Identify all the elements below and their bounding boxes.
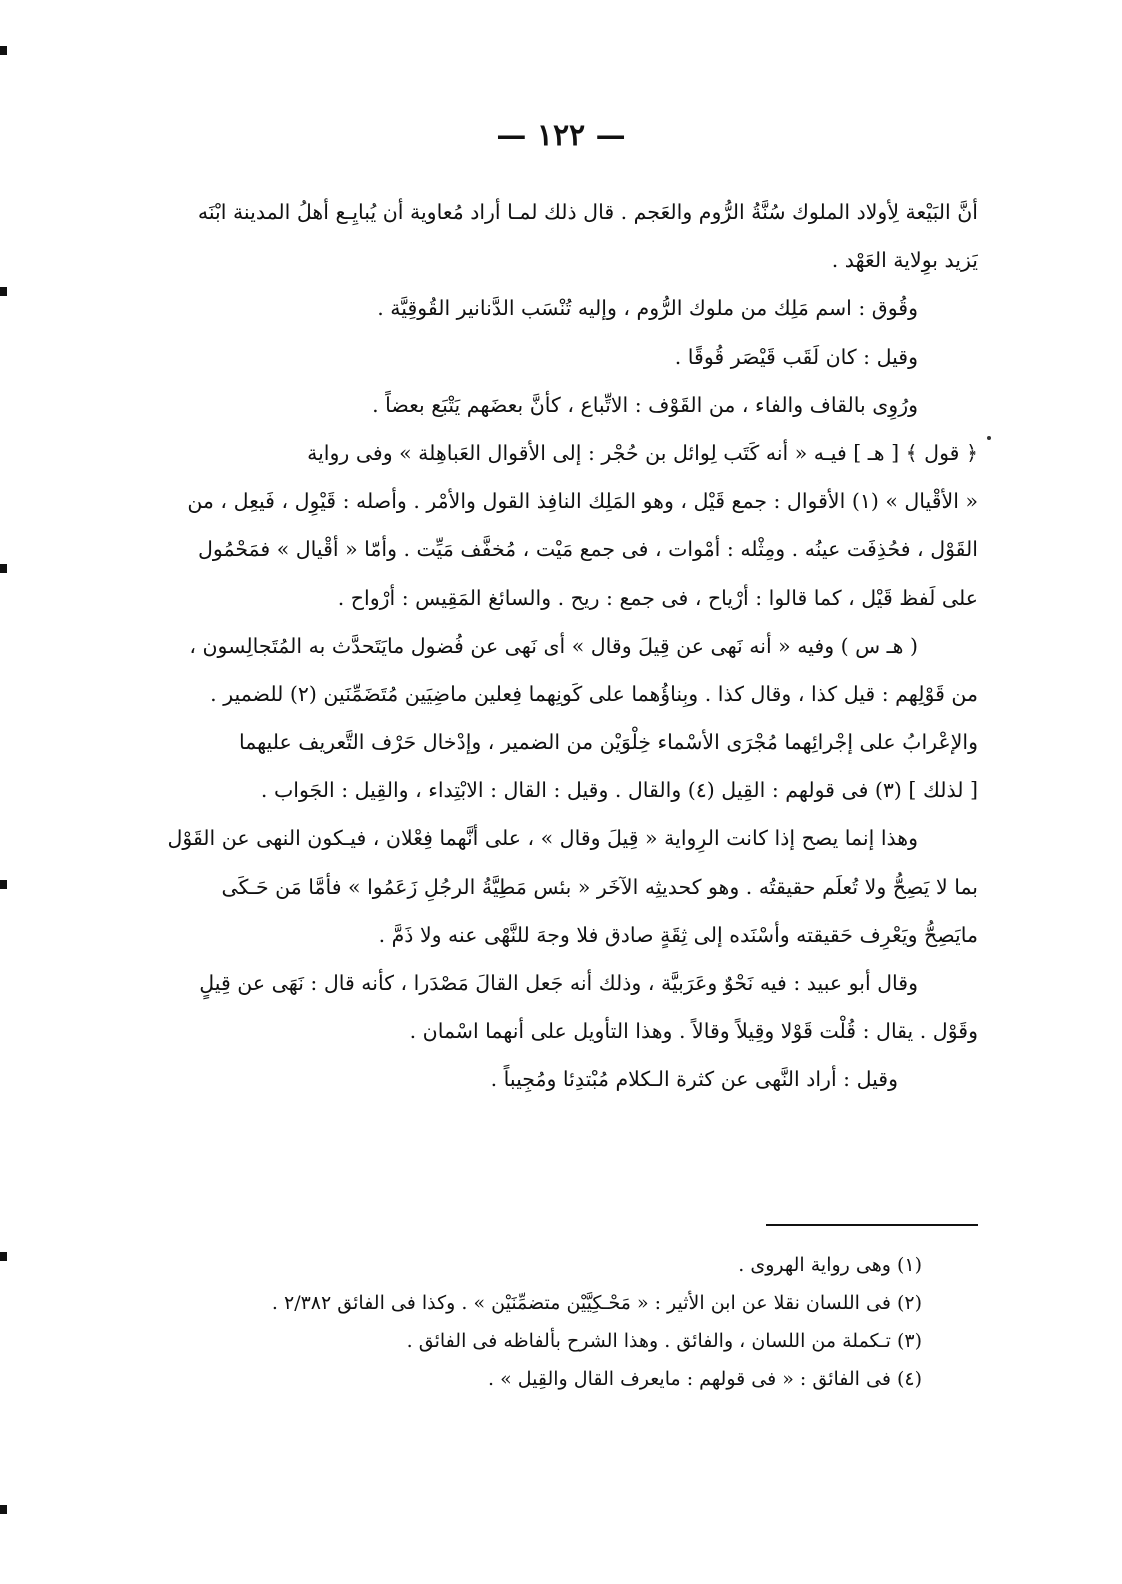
text-line: والإعْرابُ على إجْرائِهما مُجْرَى الأسْماء خِلْوَيْن من الضمير ، وإدْخال حَرْف التَّعريف عليهما (238, 730, 978, 755)
footnote: (٢) فى اللسان نقلا عن ابن الأثير : « مَحْـكِيَّيْن متضمِّنَيْن » . وكذا فى الفائق ٢/٣٨٢ . (271, 1292, 922, 1314)
text-line: وقَوْل . يقال : قُلْت قَوْلا وقِيلاً وقالاً . وهذا التأويل على أنهما اسْمان . (409, 1019, 978, 1044)
page-number: — ١٢٢ — (496, 118, 626, 153)
text-line: على لَفظ قَيْل ، كما قالوا : أرْياح ، فى جمع : ريح . والسائغ المَقِيس : أرْواح . (337, 585, 978, 610)
text-line: يَزيد بوِلاية العَهْد . (831, 248, 978, 273)
scan-margin-mark (0, 1252, 7, 1261)
scan-margin-mark (0, 564, 7, 573)
scan-margin-mark (0, 1505, 7, 1514)
footnotes (138, 1246, 922, 1398)
footnote: (٤) فى الفائق : « فى قولهم : مايعرف القال والقِيل » . (488, 1368, 922, 1390)
text-line: وقيل : أراد النَّهى عن كثرة الـكلام مُبْتدِئا ومُجِيباً . (490, 1067, 898, 1092)
text-line: مايَصِحُّ ويَعْرِف حَقيقته وأسْنَده إلى ثِقَةٍ صادق فلا وجهَ للنَّهْى عنه ولا ذَمَّ . (378, 922, 978, 947)
text-line: وقُوق : اسم مَلِك من ملوك الرُّوم ، وإليه تُنْسَب الدَّنانير القُوقِيَّة . (377, 296, 918, 321)
scan-margin-mark (0, 287, 7, 296)
entry-heading-line: ﴿ قول ﴾ [ هـ ] فيـه « أنه كَتَب لِوائل بن حُجْر : إلى الأقوال العَباهِلة » وفى رواية (307, 440, 978, 465)
text-line: القَوْل ، فحُذِفَت عينُه . ومِثْله : أمْوات ، فى جمع مَيْت ، مُخفَّف مَيِّت . وأمّا « أقْيال » فمَحْمُول (197, 537, 978, 562)
stray-dot (987, 436, 991, 440)
text-line: وهذا إنما يصح إذا كانت الرِواية « قِيلَ وقال » ، على أنَّهما فِعْلان ، فيـكون النهى عن القَوْل (167, 826, 918, 851)
text-line: ورُوِى بالقاف والفاء ، من القَوْف : الاتِّباع ، كأنَّ بعضَهم يَتْبَع بعضاً . (372, 392, 918, 417)
text-line: من قَوْلِهم : قيل كذا ، وقال كذا . وبِناؤُهما على كَونِهما فِعلين ماضِيَين مُتَضَمِّنَين (٢) للضمير . (210, 681, 978, 706)
main-text (138, 188, 978, 1104)
text-line: وقال أبو عبيد : فيه نَحْوٌ وعَرَبيَّة ، وذلك أنه جَعل القالَ مَصْدَرا ، كأنه قال : نَهَى عن قِيلٍ (199, 971, 918, 995)
text-line: أنَّ البَيْعة لِأولاد الملوك سُنَّةُ الرُّوم والعَجم . قال ذلك لمـا أراد مُعاوية أن يُبايِـع أهلُ المدينة ابْنَه (197, 200, 978, 224)
text-line: وقيل : كان لَقَب قَيْصَر قُوقًا . (674, 344, 918, 369)
text-line: [ لذلك ] (٣) فى قولهم : القِيل (٤) والقال . وقيل : القال : الابْتِداء ، والقِيل : الجَواب . (260, 778, 978, 803)
scan-margin-mark (0, 880, 7, 889)
text-line: ( هـ س ) وفيه « أنه نَهى عن قِيلَ وقال » أى نَهى عن فُضول مايَتَحدَّث به المُتَجالِسون ، (189, 633, 918, 658)
footnote-separator (766, 1224, 978, 1226)
scan-margin-mark (0, 46, 7, 55)
text-line: بما لا يَصِحُّ ولا تُعلَم حقيقتُه . وهو كحديثِه الآخَر « بئس مَطِيَّةُ الرجُلِ زَعَمُوا » فأمَّا مَن حَـكَى (221, 874, 978, 899)
text-line: « الأقْيال » (١) الأقوال : جمع قَيْل ، وهو المَلِك النافِذ القول والأمْر . وأصله : قَيْوِل ، فَيعِل ، من (187, 489, 978, 514)
footnote: (٣) تـكملة من اللسان ، والفائق . وهذا الشرح بألفاظه فى الفائق . (406, 1330, 922, 1352)
footnote: (١) وهى رواية الهروى . (738, 1254, 922, 1276)
